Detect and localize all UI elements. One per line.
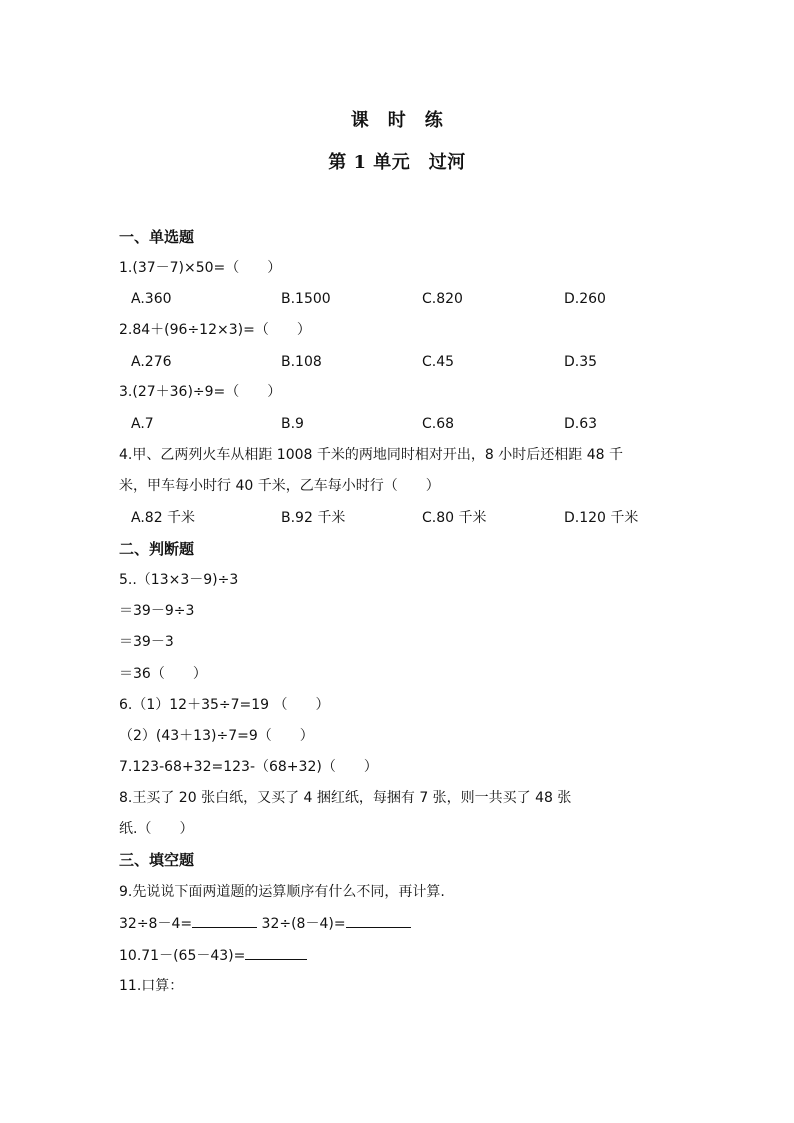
question-4-text-line2: 米，甲车每小时行 40 千米，乙车每小时行（ ）	[119, 478, 440, 494]
question-4-option-d[interactable]: D.120 千米	[564, 510, 639, 526]
question-1-option-c[interactable]: C.820	[422, 291, 463, 307]
question-2-option-c[interactable]: C.45	[422, 354, 455, 370]
question-5-line4: ＝36（ ）	[119, 666, 207, 682]
question-5-line1: 5..（13×3－9)÷3	[119, 572, 239, 588]
question-9-expression-a: 32÷8－4=	[119, 916, 193, 932]
question-10-text: 10.71－(65－43)=	[119, 948, 246, 964]
question-8-text-line2: 纸.（ ）	[119, 821, 194, 837]
question-4-option-c[interactable]: C.80 千米	[422, 510, 487, 526]
question-9-expressions	[119, 913, 411, 934]
question-4-option-b[interactable]: B.92 千米	[281, 510, 346, 526]
question-2-option-d[interactable]: D.35	[564, 354, 598, 370]
page-title: 课 时 练	[350, 110, 444, 131]
question-9-expression-b: 32÷(8－4)=	[261, 916, 346, 932]
question-2-text: 2.84＋(96÷12×3)=（ ）	[119, 322, 311, 338]
question-3-option-d[interactable]: D.63	[564, 416, 598, 432]
section-heading-true-false: 二、判断题	[119, 540, 195, 558]
question-11-text: 11.口算：	[119, 978, 184, 994]
section-heading-fill-in: 三、填空题	[119, 851, 195, 869]
question-6-part2: （2）(43＋13)÷7=9（ ）	[119, 728, 314, 744]
question-1-option-d[interactable]: D.260	[564, 291, 606, 307]
question-5-line3: ＝39－3	[119, 634, 174, 650]
question-1-text: 1.(37－7)×50=（ ）	[119, 260, 282, 276]
question-4-option-a[interactable]: A.82 千米	[131, 510, 196, 526]
question-9-text: 9.先说说下面两道题的运算顺序有什么不同，再计算.	[119, 884, 445, 900]
question-3-option-b[interactable]: B.9	[281, 416, 304, 432]
question-3-option-c[interactable]: C.68	[422, 416, 455, 432]
question-3-text: 3.(27＋36)÷9=（ ）	[119, 384, 282, 400]
unit-subtitle: 第 1 单元 过河	[328, 152, 466, 173]
question-6-part1: 6.（1）12＋35÷7=19 （ ）	[119, 697, 330, 713]
question-2-option-a[interactable]: A.276	[131, 354, 172, 370]
question-9-answer-blank-b[interactable]	[346, 913, 411, 928]
question-9-answer-blank-a[interactable]	[192, 913, 257, 928]
question-2-option-b[interactable]: B.108	[281, 354, 322, 370]
section-heading-single-choice: 一、单选题	[119, 228, 195, 246]
question-5-line2: ＝39－9÷3	[119, 603, 195, 619]
question-10-row	[119, 945, 307, 966]
question-10-answer-blank[interactable]	[245, 945, 307, 960]
question-1-option-a[interactable]: A.360	[131, 291, 172, 307]
question-4-text-line1: 4.甲、乙两列火车从相距 1008 千米的两地同时相对开出，8 小时后还相距 48 千	[119, 447, 623, 463]
question-7-text: 7.123-68+32=123-（68+32)（ ）	[119, 759, 378, 775]
question-8-text-line1: 8.王买了 20 张白纸，又买了 4 捆红纸，每捆有 7 张，则一共买了 48 张	[119, 790, 572, 806]
question-3-option-a[interactable]: A.7	[131, 416, 154, 432]
question-1-option-b[interactable]: B.1500	[281, 291, 331, 307]
